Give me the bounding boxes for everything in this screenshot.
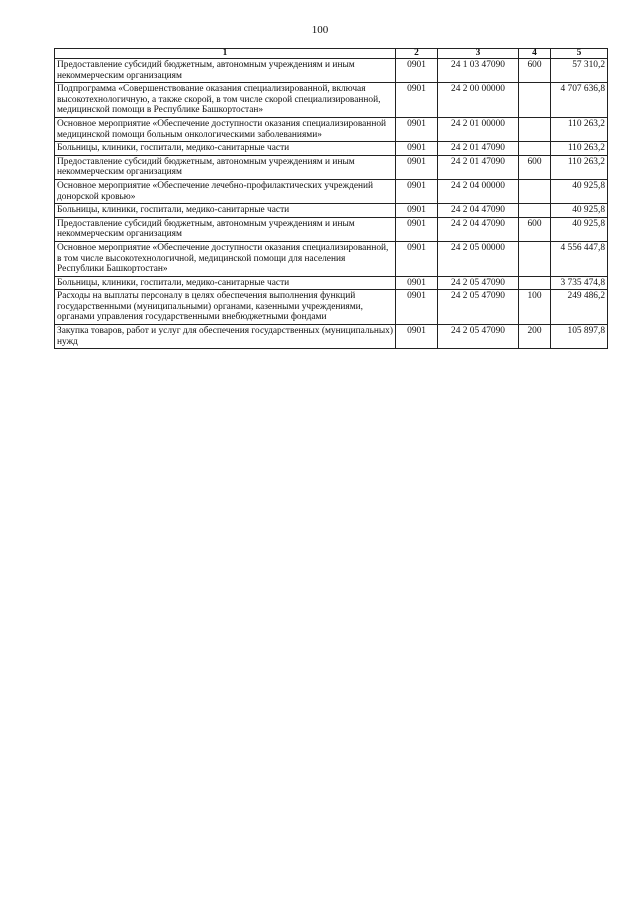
cell-code: 24 2 00 00000 (438, 83, 519, 118)
cell-name: Предоставление субсидий бюджетным, автономным учреждениям и иным некоммерческим организациям (55, 217, 396, 241)
cell-sum: 105 897,8 (551, 325, 608, 349)
budget-table (54, 48, 608, 349)
cell-type (519, 276, 551, 290)
table-row (55, 142, 608, 156)
cell-name: Основное мероприятие «Обеспечение доступности оказания специализированной медицинской помощи больным онкологическими заболеваниями» (55, 117, 396, 141)
cell-name: Предоставление субсидий бюджетным, автономным учреждениям и иным некоммерческим организациям (55, 59, 396, 83)
cell-code: 24 2 04 47090 (438, 217, 519, 241)
cell-type (519, 179, 551, 203)
cell-sum: 249 486,2 (551, 290, 608, 325)
cell-section: 0901 (396, 142, 438, 156)
cell-section: 0901 (396, 155, 438, 179)
cell-section: 0901 (396, 217, 438, 241)
cell-code: 24 2 05 00000 (438, 241, 519, 276)
cell-sum: 40 925,8 (551, 217, 608, 241)
cell-name: Расходы на выплаты персоналу в целях обеспечения выполнения функций государственными (муниципальными) органами, казенными учреждениями, органами управления государственными внебюджетными фондами (55, 290, 396, 325)
cell-section: 0901 (396, 83, 438, 118)
cell-type (519, 142, 551, 156)
cell-type: 200 (519, 325, 551, 349)
cell-name: Основное мероприятие «Обеспечение доступности оказания специализированной, в том числе высокотехнологичной, медицинской помощи для населения Республики Башкортостан» (55, 241, 396, 276)
cell-code: 24 2 04 47090 (438, 204, 519, 218)
cell-type: 100 (519, 290, 551, 325)
cell-section: 0901 (396, 204, 438, 218)
cell-name: Больницы, клиники, госпитали, медико-санитарные части (55, 204, 396, 218)
cell-code: 24 2 01 47090 (438, 142, 519, 156)
cell-code: 24 1 03 47090 (438, 59, 519, 83)
cell-sum: 110 263,2 (551, 142, 608, 156)
header-sum: 5 (551, 49, 608, 59)
cell-type (519, 83, 551, 118)
header-name: 1 (55, 49, 396, 59)
cell-section: 0901 (396, 290, 438, 325)
header-row (55, 49, 608, 59)
cell-code: 24 2 04 00000 (438, 179, 519, 203)
cell-code: 24 2 01 47090 (438, 155, 519, 179)
cell-code: 24 2 01 00000 (438, 117, 519, 141)
cell-sum: 57 310,2 (551, 59, 608, 83)
cell-type: 600 (519, 217, 551, 241)
cell-type (519, 204, 551, 218)
table-row (55, 59, 608, 83)
table-row (55, 290, 608, 325)
cell-section: 0901 (396, 179, 438, 203)
cell-type (519, 241, 551, 276)
header-type: 4 (519, 49, 551, 59)
cell-sum: 110 263,2 (551, 117, 608, 141)
cell-type: 600 (519, 59, 551, 83)
cell-type (519, 117, 551, 141)
cell-name: Закупка товаров, работ и услуг для обеспечения государственных (муниципальных) нужд (55, 325, 396, 349)
table-row (55, 204, 608, 218)
cell-sum: 110 263,2 (551, 155, 608, 179)
cell-name: Больницы, клиники, госпитали, медико-санитарные части (55, 142, 396, 156)
table-row (55, 325, 608, 349)
cell-section: 0901 (396, 276, 438, 290)
header-code: 3 (438, 49, 519, 59)
cell-name: Подпрограмма «Совершенствование оказания специализированной, включая высокотехнологичную, а также скорой, в том числе скорой специализированной, медицинской помощи в Республике Башкортостан» (55, 83, 396, 118)
cell-sum: 4 556 447,8 (551, 241, 608, 276)
cell-name: Основное мероприятие «Обеспечение лечебно-профилактических учреждений донорской кровью» (55, 179, 396, 203)
page-number: 100 (311, 24, 329, 36)
table-row (55, 117, 608, 141)
cell-section: 0901 (396, 59, 438, 83)
cell-name: Предоставление субсидий бюджетным, автономным учреждениям и иным некоммерческим организациям (55, 155, 396, 179)
cell-code: 24 2 05 47090 (438, 325, 519, 349)
cell-sum: 40 925,8 (551, 204, 608, 218)
cell-section: 0901 (396, 325, 438, 349)
cell-sum: 4 707 636,8 (551, 83, 608, 118)
cell-type: 600 (519, 155, 551, 179)
cell-name: Больницы, клиники, госпитали, медико-санитарные части (55, 276, 396, 290)
table-row (55, 179, 608, 203)
table-row (55, 241, 608, 276)
cell-sum: 40 925,8 (551, 179, 608, 203)
table-row (55, 155, 608, 179)
table-row (55, 83, 608, 118)
header-section: 2 (396, 49, 438, 59)
cell-section: 0901 (396, 241, 438, 276)
cell-section: 0901 (396, 117, 438, 141)
cell-code: 24 2 05 47090 (438, 276, 519, 290)
cell-sum: 3 735 474,8 (551, 276, 608, 290)
table-row (55, 276, 608, 290)
cell-code: 24 2 05 47090 (438, 290, 519, 325)
table-row (55, 217, 608, 241)
